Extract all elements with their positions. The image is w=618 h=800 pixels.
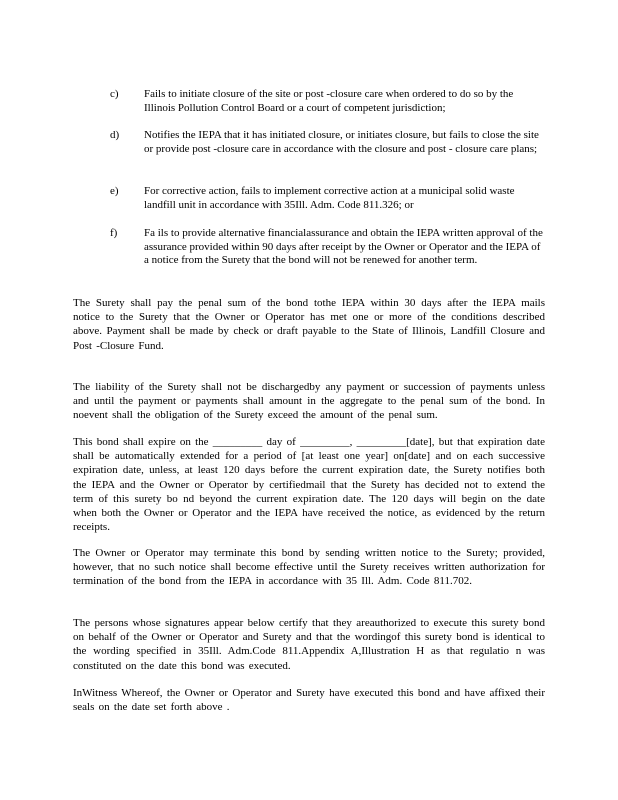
list-item-text: Fa ils to provide alternative financialassurance and obtain the IEPA written approval of the assurance provided within 90 days after receipt by the Owner or Operator and the IEPA of a notice from the Surety that the bond will not be renewed for another term. — [144, 227, 543, 266]
list-item-text: For corrective action, fails to implement corrective action at a municipal solid waste landfill unit in accordance with 35Ill. Adm. Code 811.326; or — [144, 185, 515, 211]
paragraph-liability: The liability of the Surety shall not be dischargedby any payment or succession of payments unless and until the payment or payments shall amount in the aggregate to the penal sum of the bond. In noevent shall the obligation of the Surety exceed the amount of the penal sum. — [73, 381, 545, 422]
list-item-label: f) — [110, 227, 118, 239]
list-item-text: Fails to initiate closure of the site or post -closure care when ordered to do so by the Illinois Pollution Control Board or a court of competent jurisdiction; — [144, 88, 514, 114]
paragraph-termination: The Owner or Operator may terminate this bond by sending written notice to the Surety; provided, however, that no such notice shall become effective until the Surety receives written authorization for termination of the bond from the IEPA in accordance with 35 Ill. Adm. Code 811.702. — [73, 547, 545, 588]
list-item-text: Notifies the IEPA that it has initiated closure, or initiates closure, but fails to close the site or provide post -closure care in accordance with the closure and post - closure care plans; — [144, 129, 539, 155]
list-item-label: e) — [110, 185, 119, 197]
list-item-label: d) — [110, 129, 120, 141]
list-item-label: c) — [110, 88, 119, 100]
paragraph-payment: The Surety shall pay the penal sum of the bond tothe IEPA within 30 days after the IEPA mails notice to the Surety that the Owner or Operator has met one or more of the conditions described above. Payment shall be made by check or draft payable to the State of Illinois, Landfill Closure and Post -Closure Fund. — [73, 297, 545, 352]
paragraph-expiration: This bond shall expire on the _________ day of _________, _________[date], but that expiration date shall be automatically extended for a period of [at least one year] on[date] and on each successive expiration date, unless, at least 120 days before the current expiration date, the Surety notifies both the IEPA and the Owner or Operator by certifiedmail that the Surety has decided not to extend the term of this surety bo nd beyond the current expiration date. The 120 days will begin on the date when both the Owner or Operator and the IEPA have received the notice, as evidenced by the return receipts. — [73, 436, 545, 534]
paragraph-witness: InWitness Whereof, the Owner or Operator and Surety have executed this bond and have affixed their seals on the date set forth above . — [73, 687, 545, 714]
paragraph-signatures: The persons whose signatures appear below certify that they areauthorized to execute this surety bond on behalf of the Owner or Operator and Surety and that the wordingof this surety bond is identical to the wording specified in 35Ill. Adm.Code 811.Appendix A,Illustration H as that regulatio n was constituted on the date this bond was executed. — [73, 617, 545, 672]
